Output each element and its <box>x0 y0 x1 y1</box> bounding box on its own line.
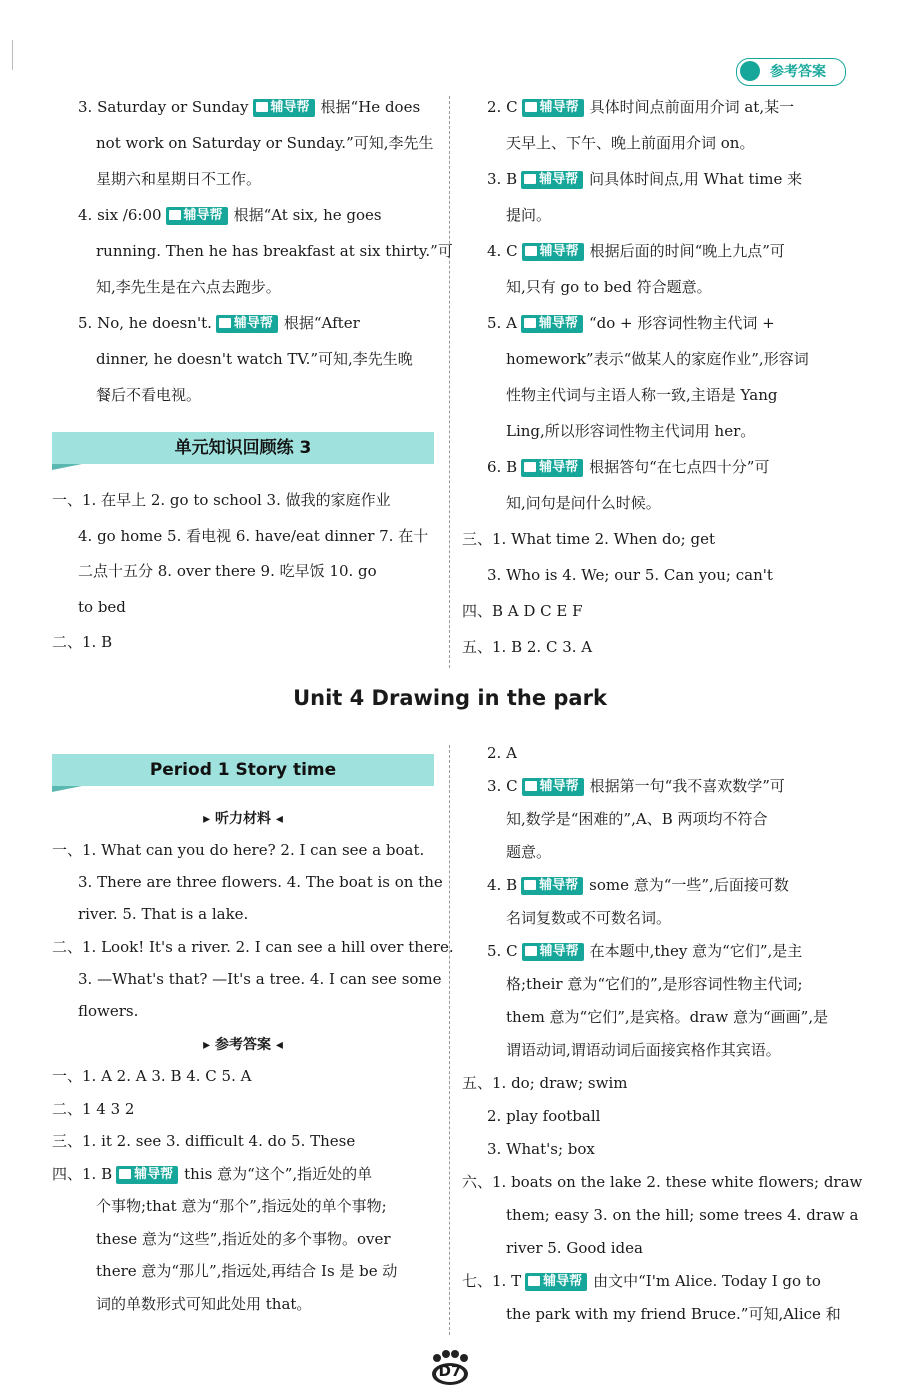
text-line: 星期六和星期日不工作。 <box>96 170 262 188</box>
book-icon <box>256 102 268 112</box>
text-line <box>487 776 785 796</box>
item-answer: 四、1. B <box>52 1164 113 1183</box>
text-line: the park with my friend Bruce.”可知,Alice 和 <box>506 1305 841 1323</box>
text-line: 3. Who is 4. We; our 5. Can you; can't <box>487 566 773 584</box>
text-line: 3. There are three flowers. 4. The boat is on the <box>78 873 443 892</box>
page-edge-line <box>12 40 13 70</box>
explanation: some 意为“一些”,后面接可数 <box>589 876 789 894</box>
explanation: 由文中“I'm Alice. Today I go to <box>593 1272 821 1290</box>
text-line: 3. What's; box <box>487 1140 595 1158</box>
tutor-badge: 辅导帮 <box>522 243 584 261</box>
item-answer: 5. A <box>487 314 517 332</box>
explanation: “do + 形容词性物主代词 + <box>588 314 775 332</box>
book-icon <box>528 1276 540 1286</box>
book-icon <box>524 318 536 328</box>
text-line: these 意为“这些”,指近处的多个事物。over <box>96 1229 391 1248</box>
book-icon <box>525 781 537 791</box>
item-answer: 4. C <box>487 242 518 260</box>
text-line: 知,只有 go to bed 符合题意。 <box>506 278 712 296</box>
tutor-badge: 辅导帮 <box>521 315 583 333</box>
book-icon <box>524 462 536 472</box>
item-answer: 3. B <box>487 170 518 188</box>
text-line: 天早上、下午、晚上前面用介词 on。 <box>506 134 755 152</box>
text-line <box>78 97 420 117</box>
text-line: 名词复数或不可数名词。 <box>506 909 672 927</box>
text-line <box>487 875 789 895</box>
text-line: there 意为“那儿”,指远处,再结合 Is 是 be 动 <box>96 1262 398 1280</box>
text-line: 三、1. it 2. see 3. difficult 4. do 5. These <box>52 1132 356 1150</box>
answer-key-label: 参考答案 <box>770 64 826 80</box>
column-divider-bottom <box>449 745 450 1335</box>
text-line: river. 5. That is a lake. <box>78 905 249 924</box>
book-icon <box>524 880 536 890</box>
item-answer: 七、1. T <box>462 1272 522 1290</box>
text-line: running. Then he has breakfast at six thirty.”可 <box>96 242 453 260</box>
text-line: 二、1 4 3 2 <box>52 1099 135 1118</box>
listening-heading: ▸ 听力材料 ◂ <box>203 811 283 827</box>
text-line: 二点十五分 8. over there 9. 吃早饭 10. go <box>78 562 377 580</box>
text-line: 2. play football <box>487 1107 601 1125</box>
item-answer: 6. B <box>487 458 518 476</box>
text-line <box>487 169 802 189</box>
tutor-badge: 辅导帮 <box>522 99 584 117</box>
explanation: 具体时间点前面用介词 at,某一 <box>589 98 795 116</box>
explanation: 根据“At six, he goes <box>233 206 382 224</box>
tutor-badge: 辅导帮 <box>525 1273 587 1291</box>
explanation: 根据后面的时间“晚上九点”可 <box>589 242 785 260</box>
text-line <box>487 241 785 261</box>
text-line: not work on Saturday or Sunday.”可知,李先生 <box>96 134 434 152</box>
text-line: 提问。 <box>506 206 552 224</box>
text-line <box>78 205 382 225</box>
text-line: 餐后不看电视。 <box>96 386 202 404</box>
text-line: 五、1. B 2. C 3. A <box>462 638 593 656</box>
period-banner: Period 1 Story time <box>52 754 434 786</box>
text-line <box>487 941 802 961</box>
text-line: 二、1. Look! It's a river. 2. I can see a hill over there. <box>52 937 454 956</box>
text-line: 2. A <box>487 744 517 762</box>
tutor-badge: 辅导帮 <box>521 459 583 477</box>
text-line: 格;their 意为“它们的”,是形容词性物主代词; <box>506 975 803 993</box>
tutor-badge: 辅导帮 <box>253 99 315 117</box>
text-line <box>487 313 775 333</box>
text-line <box>52 1164 372 1184</box>
explanation: 问具体时间点,用 What time 来 <box>589 170 803 188</box>
item-answer: 4. B <box>487 876 518 894</box>
explanation: 在本题中,they 意为“它们”,是主 <box>589 942 803 960</box>
text-line: Ling,所以形容词性物主代词用 her。 <box>506 422 756 440</box>
tutor-badge: 辅导帮 <box>521 877 583 895</box>
leaf-icon <box>740 61 760 81</box>
text-line: to bed <box>78 597 126 616</box>
book-icon <box>119 1169 131 1179</box>
tutor-badge: 辅导帮 <box>522 778 584 796</box>
text-line: 知,数学是“困难的”,A、B 两项均不符合 <box>506 810 768 828</box>
item-answer: 3. C <box>487 777 518 795</box>
tutor-badge: 辅导帮 <box>116 1166 178 1184</box>
page-number-badge <box>428 1350 472 1386</box>
explanation: 根据“After <box>283 314 360 332</box>
text-line: them 意为“它们”,是宾格。draw 意为“画画”,是 <box>506 1008 829 1026</box>
book-icon <box>525 102 537 112</box>
text-line: 四、B A D C E F <box>462 602 583 620</box>
item-answer: 4. six /6:00 <box>78 206 162 224</box>
text-line <box>487 97 794 117</box>
item-answer: 3. Saturday or Sunday <box>78 98 249 116</box>
explanation: 根据答句“在七点四十分”可 <box>589 458 770 476</box>
page-number: D7 <box>438 1362 462 1380</box>
text-line: 一、1. What can you do here? 2. I can see a boat. <box>52 841 425 859</box>
text-line <box>462 1271 821 1291</box>
text-line: 知,问句是问什么时候。 <box>506 494 661 512</box>
text-line: 一、1. 在早上 2. go to school 3. 做我的家庭作业 <box>52 491 391 509</box>
text-line: homework”表示“做某人的家庭作业”,形容词 <box>506 350 809 368</box>
unit-review-banner: 单元知识回顾练 3 <box>52 432 434 464</box>
explanation: 根据“He does <box>320 98 421 116</box>
text-line: 三、1. What time 2. When do; get <box>462 530 716 548</box>
tutor-badge: 辅导帮 <box>522 943 584 961</box>
text-line: 性物主代词与主语人称一致,主语是 Yang <box>506 386 778 404</box>
book-icon <box>525 946 537 956</box>
text-line: 4. go home 5. 看电视 6. have/eat dinner 7. 在十 <box>78 526 429 545</box>
text-line: 知,李先生是在六点去跑步。 <box>96 278 281 296</box>
text-line: flowers. <box>78 1002 139 1020</box>
text-line: 个事物;that 意为“那个”,指远处的单个事物; <box>96 1197 387 1215</box>
text-line: river 5. Good idea <box>506 1239 643 1257</box>
text-line: 3. —What's that? —It's a tree. 4. I can see some <box>78 969 442 988</box>
explanation: 根据第一句“我不喜欢数学”可 <box>589 777 785 795</box>
explanation: this 意为“这个”,指近处的单 <box>184 1164 373 1183</box>
text-line: 六、1. boats on the lake 2. these white flowers; draw <box>462 1173 863 1191</box>
tutor-badge: 辅导帮 <box>521 171 583 189</box>
text-line <box>78 313 360 333</box>
book-icon <box>219 318 231 328</box>
item-answer: 5. C <box>487 942 518 960</box>
text-line: dinner, he doesn't watch TV.”可知,李先生晚 <box>96 350 413 368</box>
tutor-badge: 辅导帮 <box>216 315 278 333</box>
text-line: them; easy 3. on the hill; some trees 4. draw a <box>506 1206 859 1224</box>
text-line: 五、1. do; draw; swim <box>462 1074 628 1092</box>
tutor-badge: 辅导帮 <box>166 207 228 225</box>
answers-heading: ▸ 参考答案 ◂ <box>203 1037 283 1053</box>
column-divider-top <box>449 96 450 668</box>
unit-title: Unit 4 Drawing in the park <box>293 686 607 710</box>
book-icon <box>169 210 181 220</box>
item-answer: 5. No, he doesn't. <box>78 314 212 332</box>
text-line <box>487 457 769 477</box>
text-line: 谓语动词,谓语动词后面接宾格作其宾语。 <box>506 1041 781 1059</box>
item-answer: 2. C <box>487 98 518 116</box>
text-line: 一、1. A 2. A 3. B 4. C 5. A <box>52 1067 252 1085</box>
book-icon <box>524 174 536 184</box>
text-line: 题意。 <box>506 843 552 861</box>
text-line: 二、1. B <box>52 633 113 651</box>
book-icon <box>525 246 537 256</box>
text-line: 词的单数形式可知此处用 that。 <box>96 1294 312 1313</box>
